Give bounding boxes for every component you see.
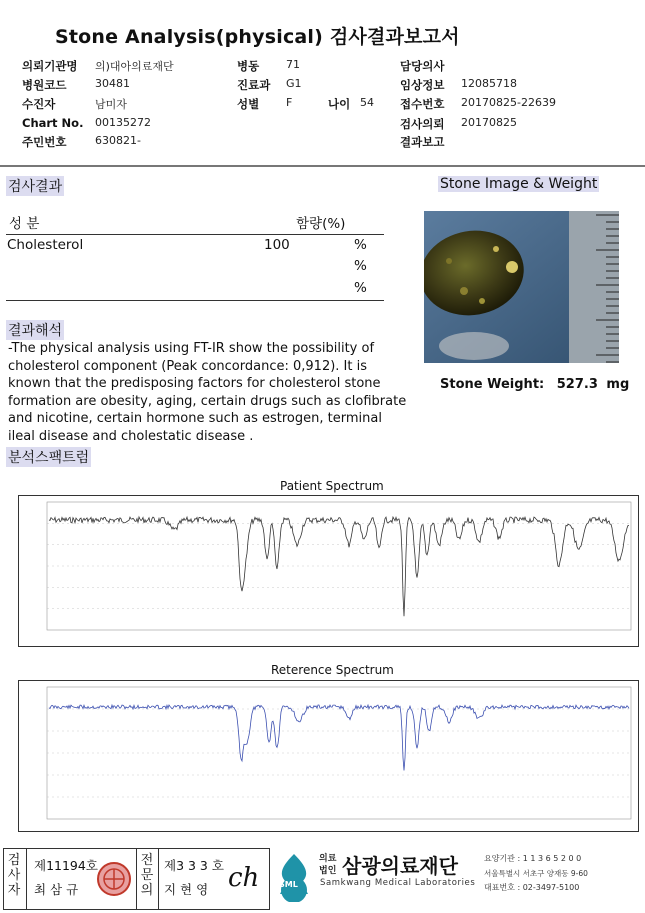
- org-prefix: 의료법인: [319, 854, 337, 876]
- examiner-label: 검사자: [7, 853, 21, 898]
- specialist-label: 전문의: [140, 853, 154, 898]
- report-date-label: 결과보고: [400, 135, 445, 149]
- table-header-divider: [6, 234, 384, 235]
- sml-logo-icon: [272, 852, 316, 902]
- result-section-title: 검사결과: [6, 176, 64, 196]
- patient-label: 수진자: [22, 97, 56, 111]
- divider: [26, 849, 27, 909]
- chart-no-label: Chart No.: [22, 116, 84, 130]
- logo-text: SML: [279, 880, 298, 889]
- reference-spectrum-line: [49, 705, 629, 771]
- age-label: 나이: [328, 97, 351, 111]
- divider: [136, 849, 137, 909]
- reference-grid: [47, 709, 631, 797]
- age-value: 54: [360, 96, 374, 109]
- ward-value: 71: [286, 58, 300, 71]
- sex-label: 성별: [237, 97, 260, 111]
- report-title: Stone Analysis(physical) 검사결과보고서: [55, 26, 460, 48]
- department-label: 진료과: [237, 78, 271, 92]
- department-value: G1: [286, 77, 302, 90]
- org-name: 삼광의료재단: [342, 854, 458, 878]
- component-unit: %: [354, 280, 367, 296]
- stone-weight-unit: mg: [606, 377, 630, 392]
- institution-code: 요양기관 : 1 1 3 6 5 2 0 0: [484, 854, 582, 863]
- stone-weight: [440, 377, 629, 392]
- stone-shadow: [439, 332, 509, 360]
- stone-photo: [424, 211, 619, 363]
- clinical-info-label: 임상정보: [400, 78, 445, 92]
- component-unit: %: [354, 258, 367, 274]
- specialist-signature: ch: [228, 863, 260, 893]
- stone-weight-label: Stone Weight:: [440, 377, 545, 392]
- interpretation-section-title: 결과해석: [6, 320, 64, 340]
- component-column-header: 성 분: [9, 216, 40, 232]
- specialist-name: 지 현 영: [164, 882, 209, 897]
- examiner-seal-icon: [96, 861, 132, 897]
- organization-block: [272, 850, 642, 908]
- specialist-license: 제3 3 3 호: [164, 858, 224, 873]
- component-value: 100: [264, 237, 290, 253]
- component-name: Cholesterol: [7, 237, 84, 253]
- institution-value: 의)대아의료재단: [95, 60, 174, 73]
- org-address: 서울특별시 서초구 양재동 9-60: [484, 869, 588, 878]
- reference-spectrum-title: Reterence Spectrum: [271, 663, 394, 677]
- reference-spectrum-svg: [19, 681, 638, 831]
- doctor-label: 담당의사: [400, 59, 445, 73]
- component-unit: %: [354, 237, 367, 253]
- request-date-value: 20170825: [461, 116, 517, 129]
- request-date-label: 검사의뢰: [400, 117, 445, 131]
- stone-speck: [493, 246, 499, 252]
- examiner-name: 최 삼 규: [34, 882, 79, 897]
- header-divider: [0, 165, 645, 167]
- divider: [158, 849, 159, 909]
- stone-section-title: Stone Image & Weight: [440, 176, 598, 192]
- chart-no-value: 00135272: [95, 116, 151, 129]
- hospital-code-label: 병원코드: [22, 78, 67, 92]
- stone-speck: [460, 287, 468, 295]
- stone-speck: [446, 258, 452, 264]
- ward-label: 병동: [237, 59, 260, 73]
- institution-label: 의뢰기관명: [22, 59, 78, 73]
- org-phone: 대표번호 : 02-3497-5100: [484, 883, 580, 892]
- content-column-header: 함량(%): [296, 216, 346, 232]
- stone-highlight: [506, 261, 518, 273]
- hospital-code-value: 30481: [95, 77, 130, 90]
- patient-spectrum-line: [49, 517, 629, 616]
- sex-value: F: [286, 96, 293, 109]
- patient-spectrum-title: Patient Spectrum: [280, 479, 384, 493]
- stone-weight-value: 527.3: [556, 377, 598, 392]
- patient-value: 남미자: [95, 98, 127, 111]
- patient-grid: [47, 523, 631, 608]
- examiner-license: 제11194호: [34, 858, 98, 873]
- spectrum-section-title: 분석스팩트럼: [6, 447, 91, 467]
- ruler-strip: [569, 211, 619, 363]
- reference-spectrum-chart: [18, 680, 639, 832]
- signature-box: [3, 848, 270, 910]
- stone-speck: [479, 298, 485, 304]
- patient-spectrum-svg: [19, 496, 638, 646]
- receipt-no-value: 20170825-22639: [461, 96, 556, 109]
- interpretation-text: -The physical analysis using FT-IR show the possibility of cholesterol component (Peak concordance: 0,912). It is known that the predisposing factors for cholesterol stone formation are obesity, aging, certain drugs such as clofibrate and nicotine, certain hormone such as estrogen, terminal ileal disease and cholestatic disease .: [8, 341, 407, 444]
- resident-no-label: 주민번호: [22, 135, 67, 149]
- resident-no-value: 630821-: [95, 134, 141, 147]
- patient-spectrum-chart: [18, 495, 639, 647]
- receipt-no-label: 접수번호: [400, 97, 445, 111]
- clinical-info-value: 12085718: [461, 77, 517, 90]
- org-english-name: Samkwang Medical Laboratories: [320, 878, 476, 888]
- table-bottom-divider: [6, 300, 384, 301]
